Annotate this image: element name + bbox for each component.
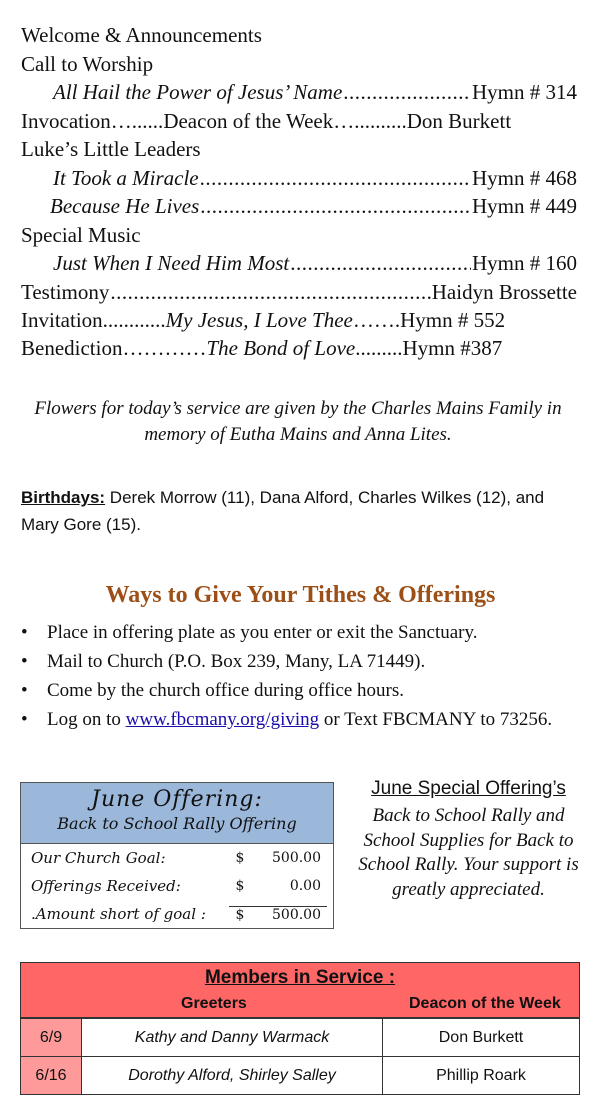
give-item-text: Place in offering plate as you enter or exit the Sanctuary. bbox=[47, 622, 478, 643]
june-offering-box bbox=[20, 782, 334, 929]
offering-label: Our Church Goal: bbox=[31, 849, 166, 867]
offering-row-short bbox=[21, 900, 333, 928]
members-title: Members in Service : bbox=[204, 967, 396, 988]
testimony-name: Haidyn Brossette bbox=[431, 280, 577, 304]
service-call-to-worship: Call to Worship bbox=[21, 52, 154, 76]
give-title: Ways to Give Your Tithes & Offerings bbox=[105, 582, 496, 608]
benediction-label: Benediction………… bbox=[21, 336, 207, 360]
service-benediction bbox=[21, 334, 577, 362]
invitation-title: My Jesus, I Love Thee bbox=[165, 308, 353, 332]
benediction-title: The Bond of Love bbox=[206, 336, 356, 360]
june-offering-header bbox=[21, 783, 333, 844]
give-item-online bbox=[21, 705, 591, 734]
leader-dots bbox=[200, 164, 471, 192]
row-greeters: Dorothy Alford, Shirley Salley bbox=[82, 1057, 383, 1094]
column-header-deacon: Deacon of the Week bbox=[409, 995, 561, 1012]
hymn-title: All Hail the Power of Jesus’ Name bbox=[53, 80, 343, 104]
offering-currency: $ bbox=[229, 906, 251, 923]
leader-dots bbox=[290, 249, 471, 277]
offering-row-received bbox=[21, 872, 333, 900]
give-item-text bbox=[47, 705, 552, 734]
hymn-number: Hymn # 468 bbox=[472, 166, 577, 190]
give-list bbox=[21, 618, 591, 734]
row-greeters: Kathy and Danny Warmack bbox=[82, 1019, 383, 1056]
give-online-post: or Text FBCMANY to 73256. bbox=[319, 709, 553, 730]
give-item-plate bbox=[21, 618, 591, 647]
testimony-label: Testimony bbox=[21, 280, 110, 304]
service-lukes-little-leaders: Luke’s Little Leaders bbox=[21, 137, 201, 161]
hymn-number: Hymn # 449 bbox=[472, 194, 577, 218]
table-row bbox=[21, 1056, 579, 1094]
birthdays-text: Derek Morrow (11), Dana Alford, Charles Wilkes (12), and Mary Gore (15). bbox=[21, 488, 545, 534]
hymn-title: Just When I Need Him Most bbox=[53, 251, 290, 275]
members-in-service-table bbox=[20, 962, 580, 1095]
service-testimony bbox=[21, 278, 577, 306]
june-offering-title: June Offering: bbox=[91, 787, 263, 812]
service-hymn-468 bbox=[21, 164, 577, 192]
service-invocation bbox=[21, 107, 577, 135]
benediction-number: .........Hymn #387 bbox=[355, 336, 503, 360]
leader-dots bbox=[200, 192, 471, 220]
row-deacon: Phillip Roark bbox=[436, 1066, 526, 1084]
service-welcome: Welcome & Announcements bbox=[21, 23, 262, 47]
invitation-label: Invitation............ bbox=[21, 308, 166, 332]
offering-currency: $ bbox=[235, 850, 245, 866]
service-invitation bbox=[21, 306, 577, 334]
row-date: 6/16 bbox=[21, 1057, 82, 1094]
give-item-text: Mail to Church (P.O. Box 239, Many, LA 71449). bbox=[47, 651, 426, 672]
flowers-note: Flowers for today’s service are given by the Charles Mains Family in memory of Eutha Mains and Anna Lites. bbox=[34, 398, 562, 445]
column-header-greeters: Greeters bbox=[181, 995, 247, 1012]
invitation-number: …….Hymn # 552 bbox=[352, 308, 506, 332]
birthdays bbox=[21, 484, 581, 538]
leader-dots bbox=[343, 78, 471, 106]
give-item-text: Come by the church office during office hours. bbox=[47, 680, 405, 701]
service-hymn-449 bbox=[21, 192, 577, 220]
offering-amount: 0.00 bbox=[289, 878, 321, 894]
invocation-role: Deacon of the Week….......... bbox=[163, 109, 407, 133]
offering-amount: 500.00 bbox=[272, 850, 321, 866]
bullet-icon: • bbox=[21, 622, 28, 643]
give-online-pre: Log on to bbox=[47, 709, 126, 730]
hymn-number: Hymn # 160 bbox=[472, 251, 577, 275]
bullet-icon: • bbox=[21, 680, 28, 701]
row-deacon: Don Burkett bbox=[438, 1028, 524, 1046]
table-row bbox=[21, 1018, 579, 1056]
june-offering-subtitle: Back to School Rally Offering bbox=[57, 814, 297, 833]
hymn-title: Because He Lives bbox=[50, 194, 200, 218]
service-special-music: Special Music bbox=[21, 223, 141, 247]
invocation-label: Invocation…...... bbox=[21, 109, 164, 133]
service-hymn-314 bbox=[21, 78, 577, 106]
give-item-office bbox=[21, 676, 591, 705]
members-header bbox=[21, 963, 579, 1018]
giving-link[interactable]: www.fbcmany.org/giving bbox=[125, 709, 320, 730]
row-date: 6/9 bbox=[21, 1019, 82, 1056]
offering-label: .Amount short of goal : bbox=[31, 905, 206, 923]
service-hymn-160 bbox=[21, 249, 577, 277]
bullet-icon: • bbox=[21, 651, 28, 672]
hymn-title: It Took a Miracle bbox=[53, 166, 199, 190]
offering-label: Offerings Received: bbox=[31, 877, 181, 895]
leader-dots bbox=[110, 278, 430, 306]
offering-row-goal bbox=[21, 844, 333, 872]
special-offering-body: Back to School Rally and School Supplies for Back to School Rally. Your support is greatly appreciated. bbox=[358, 805, 579, 900]
invocation-name: Don Burkett bbox=[406, 109, 512, 133]
give-item-mail bbox=[21, 647, 591, 676]
special-offering-heading: June Special Offering’s bbox=[371, 778, 566, 799]
offering-amount: 500.00 bbox=[251, 906, 327, 923]
birthdays-label: Birthdays: bbox=[21, 488, 106, 507]
offering-currency: $ bbox=[235, 878, 245, 894]
hymn-number: Hymn # 314 bbox=[472, 80, 577, 104]
bullet-icon: • bbox=[21, 709, 28, 730]
